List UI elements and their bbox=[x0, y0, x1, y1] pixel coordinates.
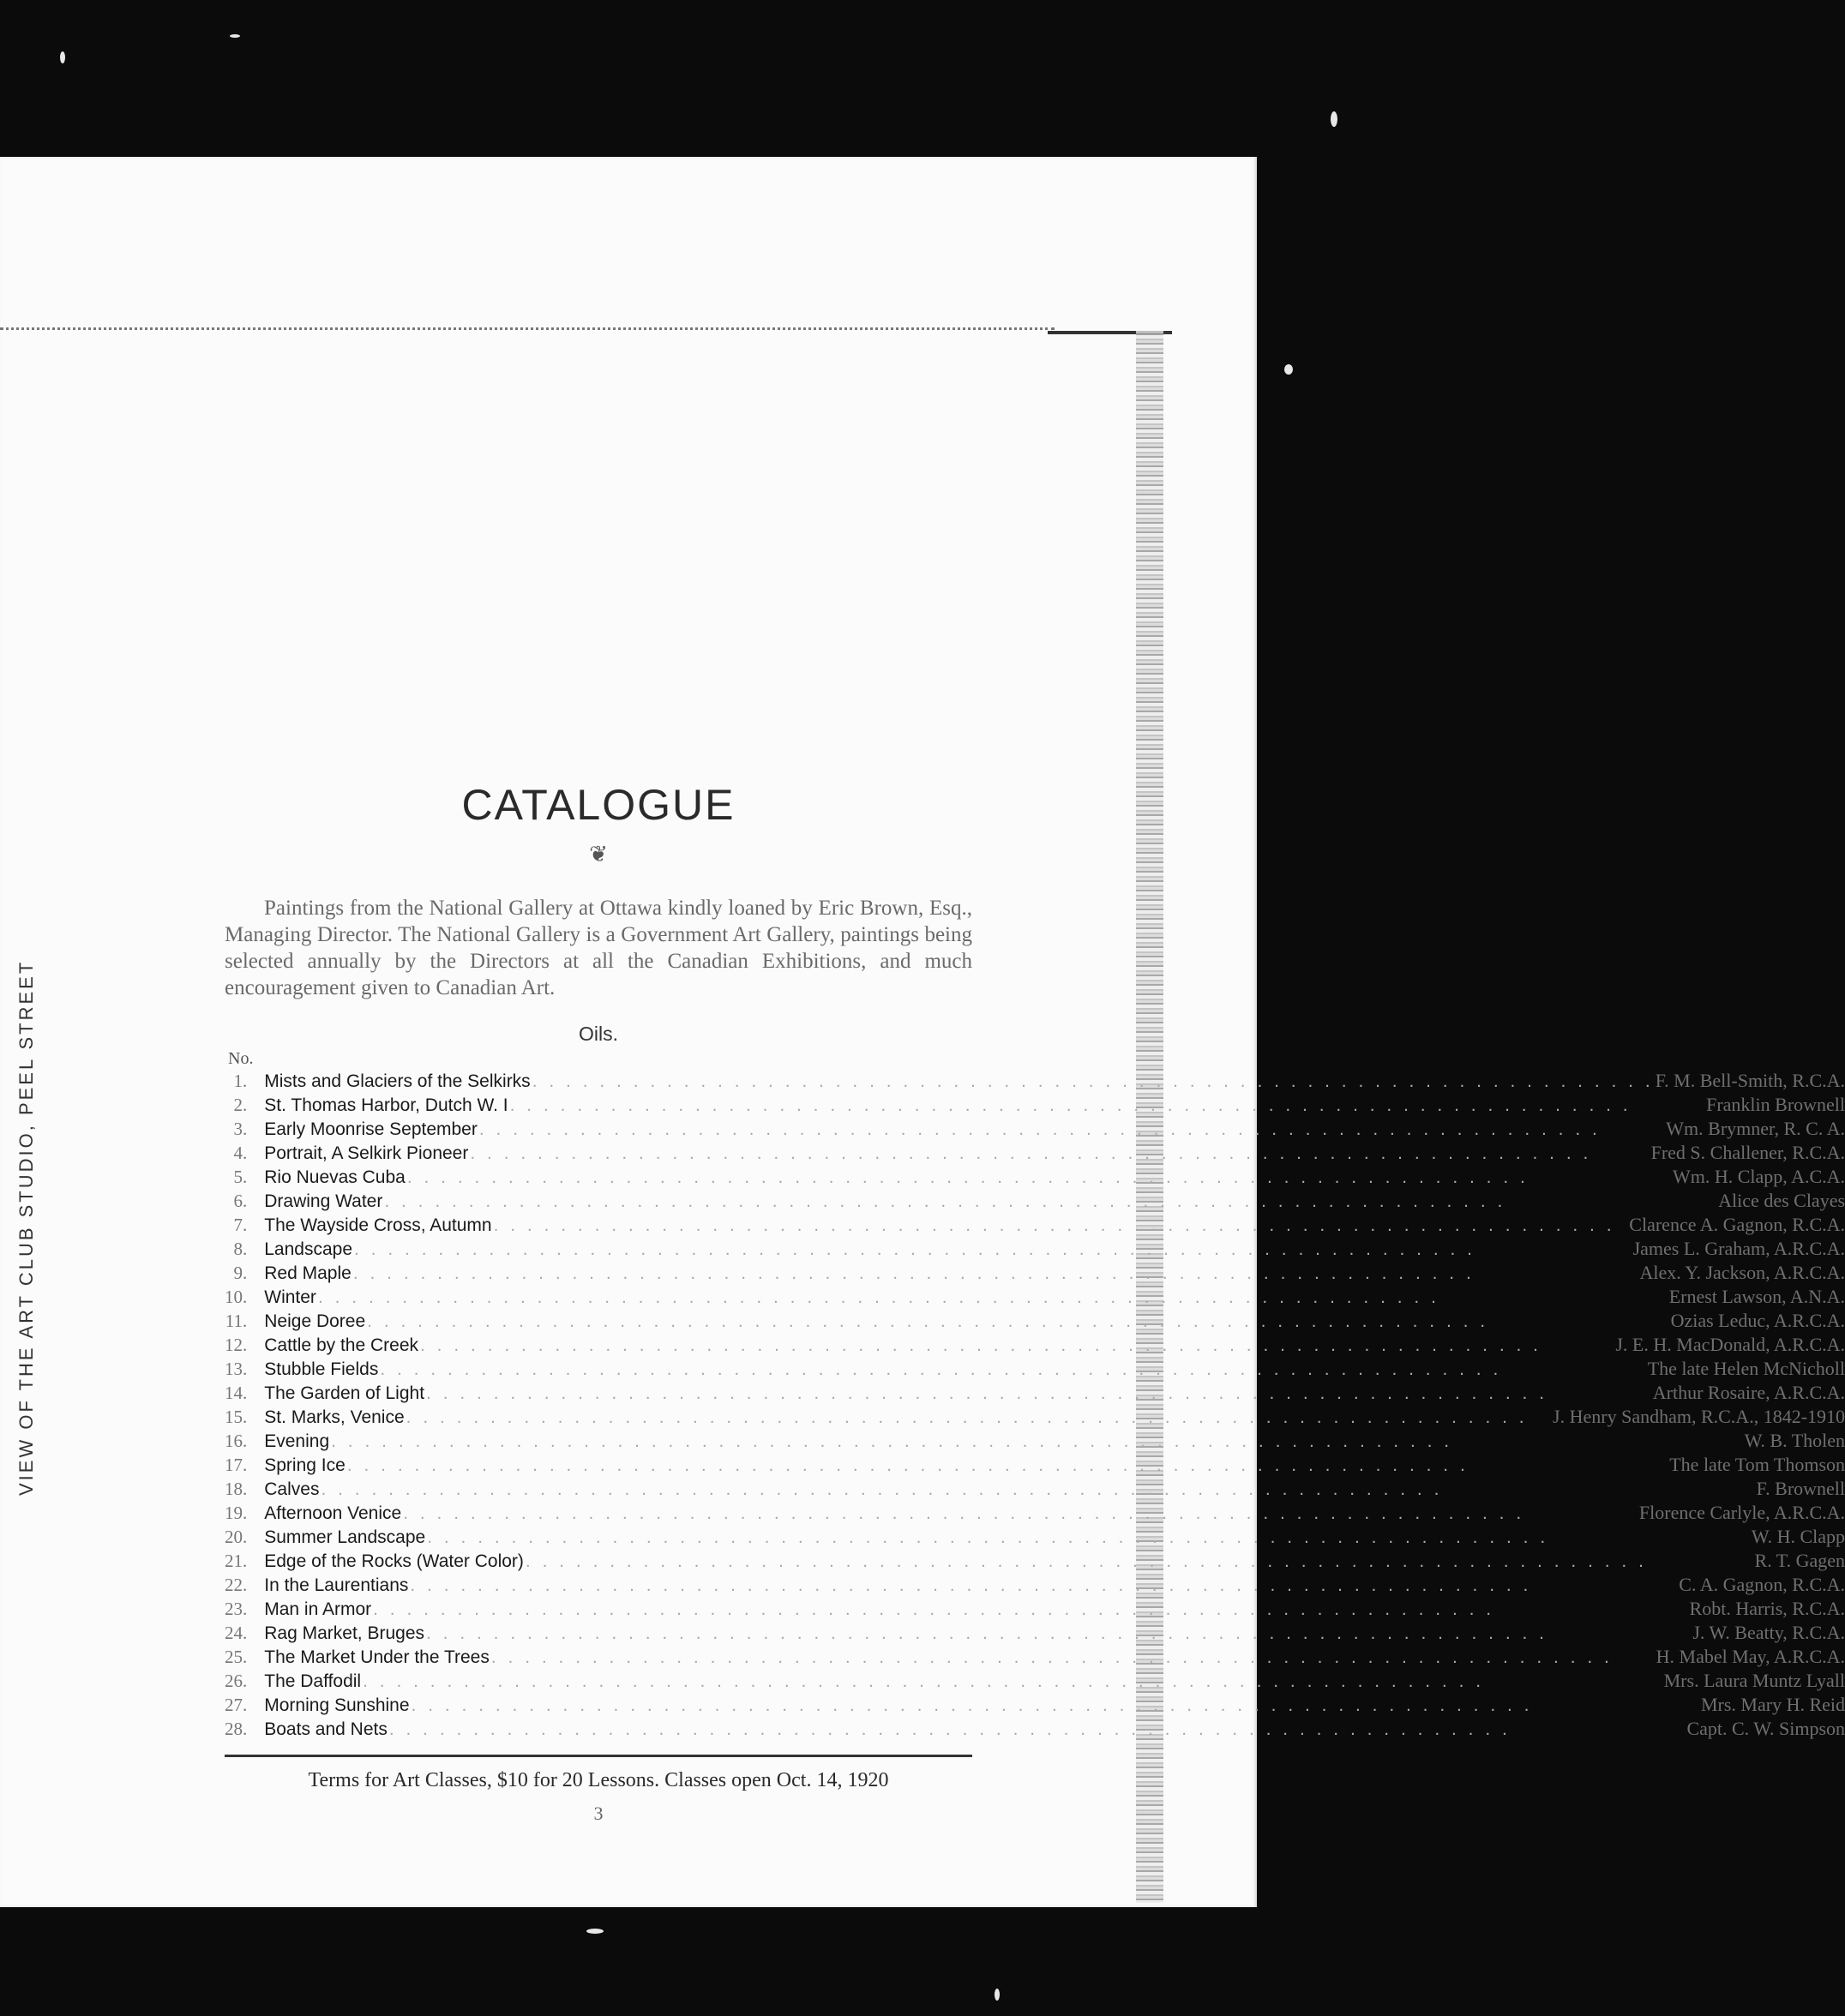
work-entry bbox=[264, 1261, 1845, 1285]
catalogue-title: CATALOGUE bbox=[461, 781, 736, 829]
catalogue-row bbox=[225, 1453, 1845, 1477]
work-title: In the Laurentians bbox=[264, 1575, 409, 1595]
work-artist: Wm. H. Clapp, A.C.A. bbox=[1672, 1166, 1845, 1187]
work-entry bbox=[264, 1549, 1845, 1573]
work-title: Man in Armor bbox=[264, 1599, 372, 1619]
catalogue-row bbox=[225, 1141, 1845, 1165]
work-artist: J. W. Beatty, R.C.A. bbox=[1692, 1622, 1845, 1643]
catalogue-row bbox=[225, 1285, 1845, 1309]
work-entry bbox=[264, 1693, 1845, 1717]
work-number: 19. bbox=[225, 1503, 248, 1523]
work-entry bbox=[264, 1429, 1845, 1453]
catalogue-row bbox=[225, 1501, 1845, 1525]
catalogue-row bbox=[225, 1117, 1845, 1141]
leader-dots bbox=[426, 1622, 1691, 1645]
work-title: Rio Nuevas Cuba bbox=[264, 1167, 406, 1187]
leader-dots bbox=[470, 1142, 1649, 1165]
work-number: 4. bbox=[233, 1143, 248, 1163]
catalogue-row bbox=[225, 1069, 1845, 1093]
work-artist: J. E. H. MacDonald, A.R.C.A. bbox=[1615, 1334, 1845, 1355]
work-number: 15. bbox=[225, 1407, 248, 1427]
work-title: The Daffodil bbox=[264, 1671, 362, 1691]
work-title: Stubble Fields bbox=[264, 1359, 379, 1379]
leader-dots bbox=[318, 1286, 1668, 1309]
work-artist: W. H. Clapp bbox=[1751, 1526, 1845, 1547]
dust-speck bbox=[1284, 364, 1293, 375]
work-entry bbox=[264, 1189, 1845, 1213]
catalogue-row bbox=[225, 1261, 1845, 1285]
dust-speck bbox=[995, 1989, 1000, 2001]
work-entry bbox=[264, 1165, 1845, 1189]
work-number: 3. bbox=[233, 1119, 248, 1139]
work-number: 6. bbox=[233, 1191, 248, 1211]
leader-dots bbox=[347, 1454, 1668, 1477]
work-artist: Fred S. Challener, R.C.A. bbox=[1650, 1142, 1845, 1163]
work-number: 5. bbox=[233, 1167, 248, 1187]
catalogue-row bbox=[225, 1477, 1845, 1501]
dust-speck bbox=[1331, 111, 1337, 127]
leader-dots bbox=[532, 1070, 1654, 1093]
leader-dots bbox=[384, 1190, 1716, 1213]
work-title: Early Moonrise September bbox=[264, 1119, 478, 1139]
work-number: 23. bbox=[225, 1599, 248, 1619]
work-number: 17. bbox=[225, 1455, 248, 1475]
work-entry bbox=[264, 1597, 1845, 1621]
work-title: Drawing Water bbox=[264, 1191, 383, 1211]
leader-dots bbox=[406, 1406, 1551, 1429]
work-title: Morning Sunshine bbox=[264, 1695, 410, 1715]
work-entry bbox=[264, 1501, 1845, 1525]
footer-rule bbox=[225, 1755, 972, 1757]
work-title: Cattle by the Creek bbox=[264, 1335, 419, 1355]
catalogue-row bbox=[225, 1669, 1845, 1693]
leader-dots bbox=[410, 1574, 1677, 1597]
leader-dots bbox=[427, 1526, 1750, 1549]
leader-dots bbox=[510, 1094, 1704, 1117]
work-entry bbox=[264, 1093, 1845, 1117]
work-artist: Franklin Brownell bbox=[1706, 1094, 1845, 1115]
catalogue-row bbox=[225, 1357, 1845, 1381]
work-number: 18. bbox=[225, 1479, 248, 1499]
work-title: Evening bbox=[264, 1431, 330, 1451]
work-entry bbox=[264, 1669, 1845, 1693]
work-artist: J. Henry Sandham, R.C.A., 1842-1910 bbox=[1553, 1406, 1845, 1427]
work-artist: Ozias Leduc, A.R.C.A. bbox=[1670, 1310, 1845, 1331]
catalogue-row bbox=[225, 1213, 1845, 1237]
work-title: Portrait, A Selkirk Pioneer bbox=[264, 1143, 469, 1163]
work-title: St. Marks, Venice bbox=[264, 1407, 405, 1427]
work-number: 10. bbox=[225, 1287, 248, 1307]
work-number: 16. bbox=[225, 1431, 248, 1451]
leader-dots bbox=[331, 1430, 1743, 1453]
work-artist: Arthur Rosaire, A.R.C.A. bbox=[1652, 1382, 1845, 1403]
dust-speck bbox=[586, 1929, 604, 1934]
work-title: Landscape bbox=[264, 1239, 353, 1259]
catalogue-row bbox=[225, 1717, 1845, 1741]
work-artist: Wm. Brymner, R. C. A. bbox=[1666, 1118, 1845, 1139]
side-caption: VIEW OF THE ART CLUB STUDIO, PEEL STREET bbox=[15, 959, 37, 1496]
work-title: Mists and Glaciers of the Selkirks bbox=[264, 1071, 531, 1091]
section-heading: Oils. bbox=[579, 1023, 618, 1045]
catalogue-row bbox=[225, 1573, 1845, 1597]
work-artist: C. A. Gagnon, R.C.A. bbox=[1679, 1574, 1845, 1595]
leader-dots bbox=[494, 1214, 1628, 1237]
work-artist: The late Helen McNicholl bbox=[1647, 1358, 1845, 1379]
work-title: Boats and Nets bbox=[264, 1719, 388, 1739]
catalogue-row bbox=[225, 1621, 1845, 1645]
work-entry bbox=[264, 1621, 1845, 1645]
work-entry bbox=[264, 1117, 1845, 1141]
work-entry bbox=[264, 1237, 1845, 1261]
work-entry bbox=[264, 1573, 1845, 1597]
work-artist: Mrs. Mary H. Reid bbox=[1700, 1694, 1845, 1715]
work-entry bbox=[264, 1069, 1845, 1093]
work-artist: Florence Carlyle, A.R.C.A. bbox=[1638, 1502, 1845, 1523]
leader-dots bbox=[479, 1118, 1664, 1141]
catalogue-row bbox=[225, 1333, 1845, 1357]
leader-dots bbox=[380, 1358, 1645, 1381]
catalogue-row bbox=[225, 1645, 1845, 1669]
page-number: 3 bbox=[593, 1803, 604, 1824]
catalogue-row bbox=[225, 1525, 1845, 1549]
work-number: 8. bbox=[233, 1239, 248, 1259]
work-artist: Clarence A. Gagnon, R.C.A. bbox=[1629, 1214, 1845, 1235]
work-entry bbox=[264, 1645, 1845, 1669]
intro-paragraph: Paintings from the National Gallery at Ottawa kindly loaned by Eric Brown, Esq., Managing Director. The National Gallery is a Government Art Gallery, paintings being selected annually by the Directors at all the Canadian Exhibitions, and much encouragement given to Canadian Art. bbox=[225, 897, 972, 999]
leader-dots bbox=[373, 1598, 1687, 1621]
catalogue-row bbox=[225, 1549, 1845, 1573]
leader-dots bbox=[353, 1262, 1638, 1285]
work-entry bbox=[264, 1333, 1845, 1357]
catalogue-row bbox=[225, 1405, 1845, 1429]
work-number: 11. bbox=[225, 1311, 248, 1331]
catalogue-row bbox=[225, 1165, 1845, 1189]
work-title: Spring Ice bbox=[264, 1455, 346, 1475]
work-artist: F. M. Bell-Smith, R.C.A. bbox=[1655, 1070, 1845, 1091]
work-title: Neige Doree bbox=[264, 1311, 366, 1331]
leader-dots bbox=[491, 1646, 1655, 1669]
work-artist: Alice des Clayes bbox=[1718, 1190, 1845, 1211]
catalogue-row bbox=[225, 1189, 1845, 1213]
leader-dots bbox=[363, 1670, 1662, 1693]
work-artist: W. B. Tholen bbox=[1744, 1430, 1845, 1451]
work-entry bbox=[264, 1381, 1845, 1405]
work-artist: R. T. Gagen bbox=[1754, 1550, 1845, 1571]
catalogue-row bbox=[225, 1309, 1845, 1333]
work-title: Summer Landscape bbox=[264, 1527, 426, 1547]
work-entry bbox=[264, 1525, 1845, 1549]
leader-dots bbox=[367, 1310, 1668, 1333]
work-title: The Garden of Light bbox=[264, 1383, 425, 1403]
work-number: 24. bbox=[225, 1623, 248, 1643]
catalogue-row bbox=[225, 1237, 1845, 1261]
work-title: Afternoon Venice bbox=[264, 1503, 402, 1523]
leader-dots bbox=[426, 1382, 1651, 1405]
leader-dots bbox=[420, 1334, 1614, 1357]
work-title: The Market Under the Trees bbox=[264, 1647, 490, 1667]
catalogue-row bbox=[225, 1429, 1845, 1453]
work-artist: Capt. C. W. Simpson bbox=[1686, 1718, 1845, 1739]
work-entry bbox=[264, 1213, 1845, 1237]
work-number: 28. bbox=[225, 1719, 248, 1739]
work-entry bbox=[264, 1477, 1845, 1501]
dust-speck bbox=[60, 51, 65, 63]
work-number: 12. bbox=[225, 1335, 248, 1355]
work-number: 14. bbox=[225, 1383, 248, 1403]
catalogue-content bbox=[225, 780, 1845, 1825]
work-artist: F. Brownell bbox=[1756, 1478, 1845, 1499]
work-entry bbox=[264, 1357, 1845, 1381]
leader-dots bbox=[407, 1166, 1671, 1189]
work-number: 27. bbox=[225, 1695, 248, 1715]
leader-dots bbox=[403, 1502, 1638, 1525]
dust-speck bbox=[230, 34, 240, 38]
work-entry bbox=[264, 1285, 1845, 1309]
leader-dots bbox=[321, 1478, 1754, 1501]
catalogue-row bbox=[225, 1693, 1845, 1717]
work-number: 1. bbox=[233, 1071, 248, 1091]
work-number: 2. bbox=[233, 1095, 248, 1115]
work-title: The Wayside Cross, Autumn bbox=[264, 1215, 492, 1235]
catalogue-row bbox=[225, 1381, 1845, 1405]
catalogue-row bbox=[225, 1093, 1845, 1117]
work-number: 9. bbox=[233, 1263, 248, 1283]
work-artist: The late Tom Thomson bbox=[1669, 1454, 1845, 1475]
work-title: Edge of the Rocks (Water Color) bbox=[264, 1551, 524, 1571]
work-artist: Mrs. Laura Muntz Lyall bbox=[1663, 1670, 1845, 1691]
work-entry bbox=[264, 1717, 1845, 1741]
work-entry bbox=[264, 1309, 1845, 1333]
ornament-icon: ❦ bbox=[589, 842, 608, 867]
work-artist: Robt. Harris, R.C.A. bbox=[1689, 1598, 1845, 1619]
work-entry bbox=[264, 1141, 1845, 1165]
work-title: Red Maple bbox=[264, 1263, 352, 1283]
work-artist: H. Mabel May, A.R.C.A. bbox=[1656, 1646, 1845, 1667]
number-column-label: No. bbox=[228, 1049, 254, 1068]
work-number: 13. bbox=[225, 1359, 248, 1379]
work-title: Rag Market, Bruges bbox=[264, 1623, 424, 1643]
leader-dots bbox=[389, 1718, 1686, 1741]
work-number: 25. bbox=[225, 1647, 248, 1667]
work-entry bbox=[264, 1453, 1845, 1477]
work-artist: James L. Graham, A.R.C.A. bbox=[1632, 1238, 1845, 1259]
work-artist: Ernest Lawson, A.N.A. bbox=[1668, 1286, 1845, 1307]
work-title: Calves bbox=[264, 1479, 320, 1499]
top-dotted-rule bbox=[0, 327, 1055, 330]
work-number: 21. bbox=[225, 1551, 248, 1571]
leader-dots bbox=[354, 1238, 1632, 1261]
works-table bbox=[225, 1069, 1845, 1741]
work-artist: Alex. Y. Jackson, A.R.C.A. bbox=[1639, 1262, 1845, 1283]
work-entry bbox=[264, 1405, 1845, 1429]
work-title: Winter bbox=[264, 1287, 316, 1307]
work-number: 26. bbox=[225, 1671, 248, 1691]
catalogue-row bbox=[225, 1597, 1845, 1621]
leader-dots bbox=[526, 1550, 1753, 1573]
work-number: 7. bbox=[233, 1215, 248, 1235]
work-number: 20. bbox=[225, 1527, 248, 1547]
leader-dots bbox=[412, 1694, 1699, 1717]
footer-note: Terms for Art Classes, $10 for 20 Lessons. Classes open Oct. 14, 1920 bbox=[308, 1769, 889, 1791]
work-title: St. Thomas Harbor, Dutch W. I bbox=[264, 1095, 508, 1115]
work-number: 22. bbox=[225, 1575, 248, 1595]
